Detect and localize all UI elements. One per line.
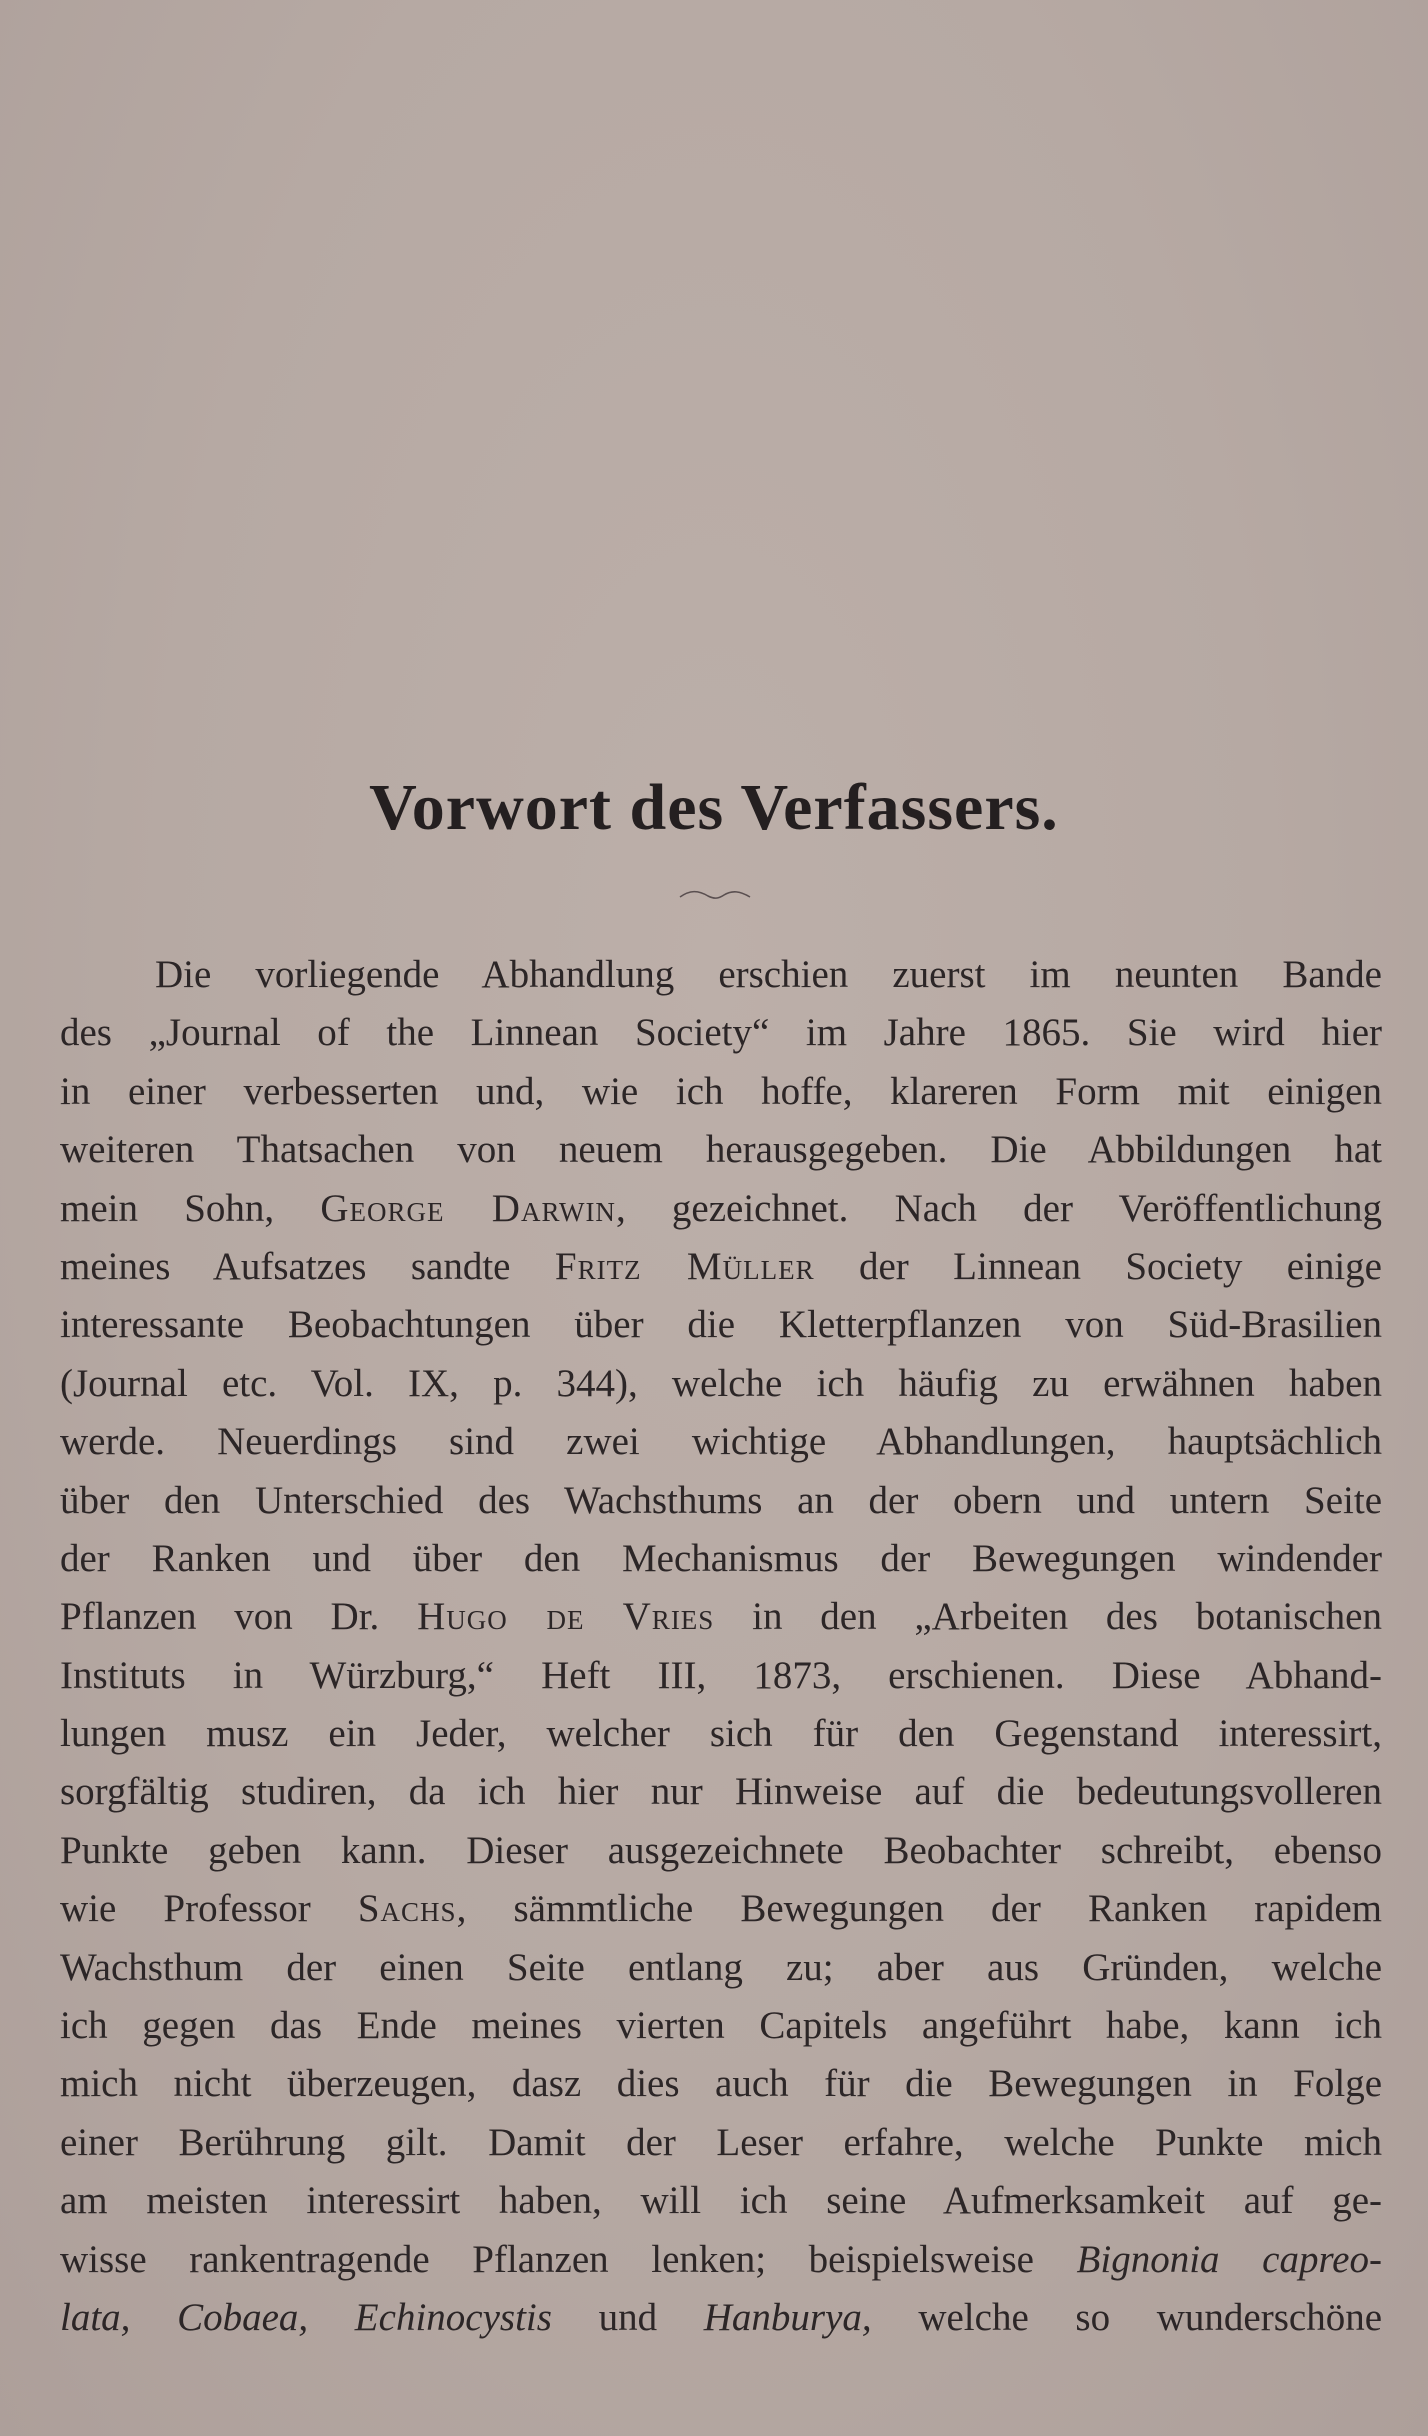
text-line: werde. Neuerdings sind zwei wichtige Abhandlungen, hauptsächlich (60, 1420, 1382, 1464)
text-segment: der Linnean Society einige (814, 1244, 1382, 1288)
show-through-text (60, 95, 1380, 575)
text-line: weiteren Thatsachen von neuem herausgegeben. Die Abbildungen hat (60, 1128, 1382, 1172)
text-segment: wie Professor (60, 1887, 358, 1931)
text-line: einer Berührung gilt. Damit der Leser erfahre, welche Punkte mich (60, 2120, 1382, 2164)
text-line (60, 1880, 1382, 1938)
text-line: Die vorliegende Abhandlung erschien zuerst im neunten Bande (155, 953, 1382, 996)
text-segment: wisse rankentragende Pflanzen lenken; beispielsweise (60, 2237, 1077, 2281)
text-line: des „Journal of the Linnean Society“ im Jahre 1865. Sie wird hier (60, 1011, 1382, 1055)
text-line: lungen musz ein Jeder, welcher sich für den Gegenstand interessirt, (60, 1712, 1382, 1756)
text-segment: in den „Arbeiten des botanischen (714, 1595, 1382, 1639)
text-line: ich gegen das Ende meines vierten Capitels angeführt habe, kann ich (60, 2004, 1382, 2048)
text-line: der Ranken und über den Mechanismus der Bewegungen windender (60, 1536, 1382, 1580)
text-segment: , gezeichnet. Nach der Veröffentlichung (615, 1186, 1383, 1230)
text-segment: Pflanzen von Dr. (60, 1595, 418, 1639)
text-line: interessante Beobachtungen über die Kletterpflanzen von Süd-Brasilien (60, 1303, 1382, 1347)
text-line: in einer verbesserten und, wie ich hoffe, klareren Form mit einigen (60, 1069, 1382, 1113)
preface-paragraph (60, 946, 1382, 2347)
text-line: Instituts in Würzburg,“ Heft III, 1873, erschienen. Diese Abhand- (60, 1653, 1382, 1697)
text-line (60, 1180, 1382, 1238)
text-line: über den Unterschied des Wachsthums an der obern und untern Seite (60, 1478, 1382, 1522)
species-name: lata, Cobaea, Echinocystis (60, 2295, 552, 2339)
text-line: sorgfältig studiren, da ich hier nur Hinweise auf die bedeutungsvolleren (60, 1770, 1382, 1814)
species-name: Hanburya, (703, 2295, 872, 2339)
text-segment: , sämmtliche Bewegungen der Ranken rapidem (456, 1887, 1382, 1931)
text-line (60, 2231, 1382, 2289)
text-segment: und (551, 2295, 704, 2339)
text-line: (Journal etc. Vol. IX, p. 344), welche ich häufig zu erwähnen haben (60, 1361, 1382, 1405)
text-segment: mein Sohn, (60, 1186, 321, 1230)
text-segment: meines Aufsatzes sandte (60, 1244, 555, 1288)
text-segment: welche so wunderschöne (871, 2295, 1383, 2339)
text-line: am meisten interessirt haben, will ich seine Aufmerksamkeit auf ge- (60, 2179, 1382, 2223)
page-title: Vorwort des Verfassers. (369, 771, 1059, 844)
author-name: George Darwin (320, 1186, 616, 1230)
text-line: Punkte geben kann. Dieser ausgezeichnete Beobachter schreibt, ebenso (60, 1828, 1382, 1872)
text-line (60, 1238, 1382, 1296)
text-line (60, 2289, 1382, 2347)
author-name: Hugo de Vries (417, 1595, 715, 1639)
text-line (60, 1588, 1382, 1646)
text-line: Wachsthum der einen Seite entlang zu; aber aus Gründen, welche (60, 1945, 1382, 1989)
text-line: mich nicht überzeugen, dasz dies auch für die Bewegungen in Folge (60, 2062, 1382, 2106)
title-ornament (678, 888, 752, 902)
author-name: Sachs (357, 1887, 457, 1931)
author-name: Fritz Müller (554, 1244, 815, 1288)
species-name: Bignonia capreo- (1076, 2237, 1382, 2281)
